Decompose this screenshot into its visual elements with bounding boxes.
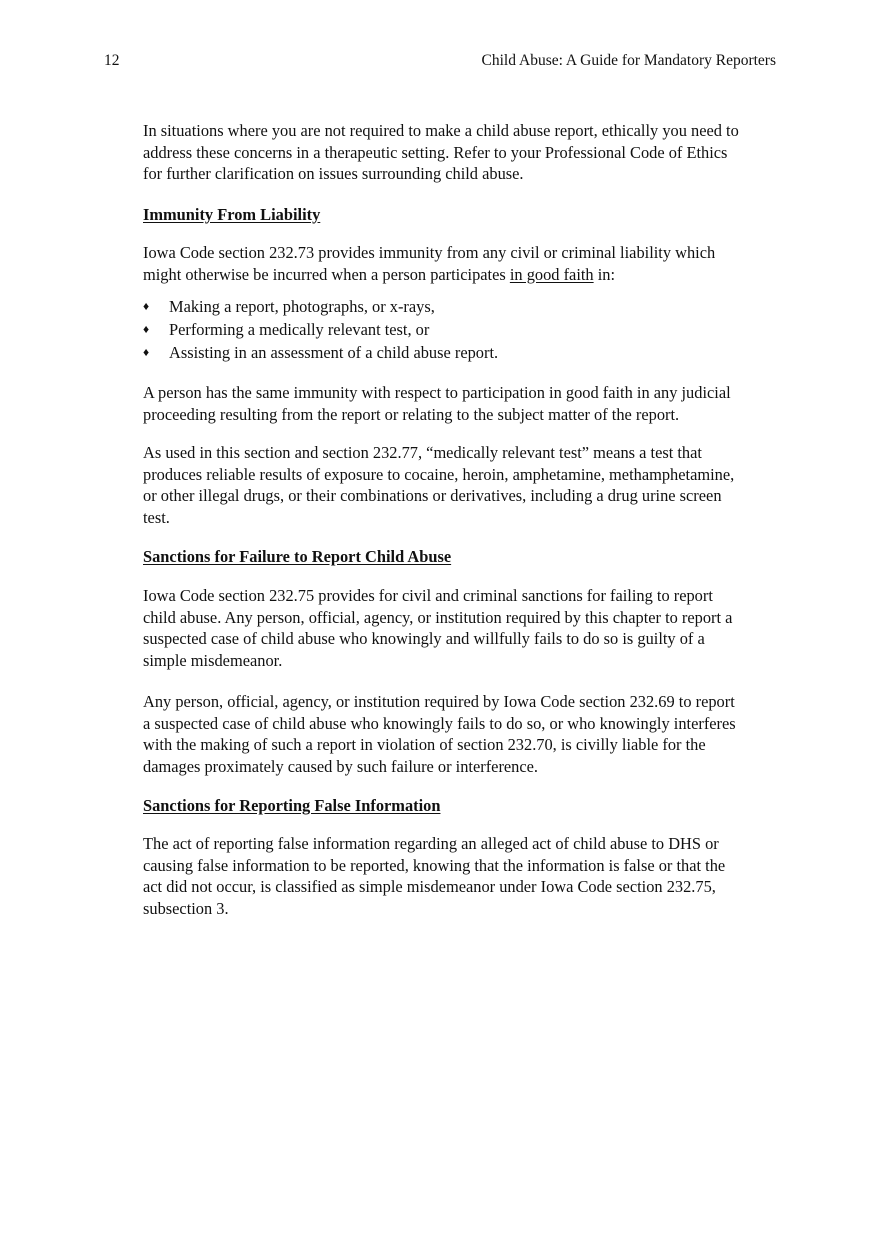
page-number: 12 [104,52,120,69]
text-line: causing false information to be reported, knowing that the information is false or that the [143,855,726,875]
diamond-bullet-icon: ♦ [143,322,150,336]
list-item [143,295,498,318]
text-line: damages proximately caused by such failure or interference. [143,756,539,776]
list-item-text: Making a report, photographs, or x-rays, [169,297,435,316]
bullet-list [143,295,498,364]
paragraph-sanctions [143,585,732,671]
diamond-bullet-icon: ♦ [143,345,150,359]
list-item [143,318,498,341]
list-item-text: Assisting in an assessment of a child abuse report. [169,343,499,362]
text-line: act did not occur, is classified as simple misdemeanor under Iowa Code section 232.75, [143,877,716,897]
text-segment: in: [593,264,616,284]
paragraph-judicial [143,382,731,425]
text-line: Iowa Code section 232.73 provides immunity from any civil or criminal liability which [143,243,716,262]
paragraph-medical-test [143,442,734,528]
text-line: produces reliable results of exposure to cocaine, heroin, amphetamine, methamphetamine, [143,464,735,484]
text-line: The act of reporting false information regarding an alleged act of child abuse to DHS or [143,834,719,853]
list-item [143,341,498,364]
text-line: suspected case of child abuse who knowingly and willfully fails to do so is guilty of a [143,629,705,649]
list-item-text: Performing a medically relevant test, or [169,320,430,339]
text-line: with the making of such a report in violation of section 232.70, is civilly liable for the [143,735,706,755]
text-line: subsection 3. [143,898,229,918]
text-line: In situations where you are not required to make a child abuse report, ethically you need to [143,121,739,140]
text-line: proceeding resulting from the report or relating to the subject matter of the report. [143,404,680,424]
text-line: test. [143,507,170,527]
text-line: A person has the same immunity with respect to participation in good faith in any judicial [143,383,731,402]
text-line [143,264,715,286]
heading-failure-to-report: Sanctions for Failure to Report Child Abuse [143,547,452,566]
diamond-bullet-icon: ♦ [143,299,150,313]
text-line: address these concerns in a therapeutic setting. Refer to your Professional Code of Ethics [143,142,728,162]
text-segment: might otherwise be incurred when a person participates [143,264,510,284]
text-line: Any person, official, agency, or institution required by Iowa Code section 232.69 to report [143,692,735,711]
heading-false-information: Sanctions for Reporting False Information [143,796,441,815]
running-header: Child Abuse: A Guide for Mandatory Reporters [481,52,776,69]
paragraph-intro [143,120,739,185]
heading-immunity: Immunity From Liability [143,205,321,224]
text-line: simple misdemeanor. [143,650,283,670]
paragraph-false-information [143,833,725,919]
paragraph-civil-liability [143,691,736,777]
paragraph-immunity [143,242,715,285]
text-line: As used in this section and section 232.77, “medically relevant test” means a test that [143,443,702,462]
text-line: for further clarification on issues surrounding child abuse. [143,164,524,184]
text-line: a suspected case of child abuse who knowingly fails to do so, or who knowingly interferes [143,713,736,733]
text-line: child abuse. Any person, official, agency, or institution required by this chapter to report a [143,607,733,627]
text-line: Iowa Code section 232.75 provides for civil and criminal sanctions for failing to report [143,586,713,605]
underlined-phrase: in good faith [509,264,594,284]
text-line: or other illegal drugs, or their combinations or derivatives, including a drug urine screen [143,486,722,506]
